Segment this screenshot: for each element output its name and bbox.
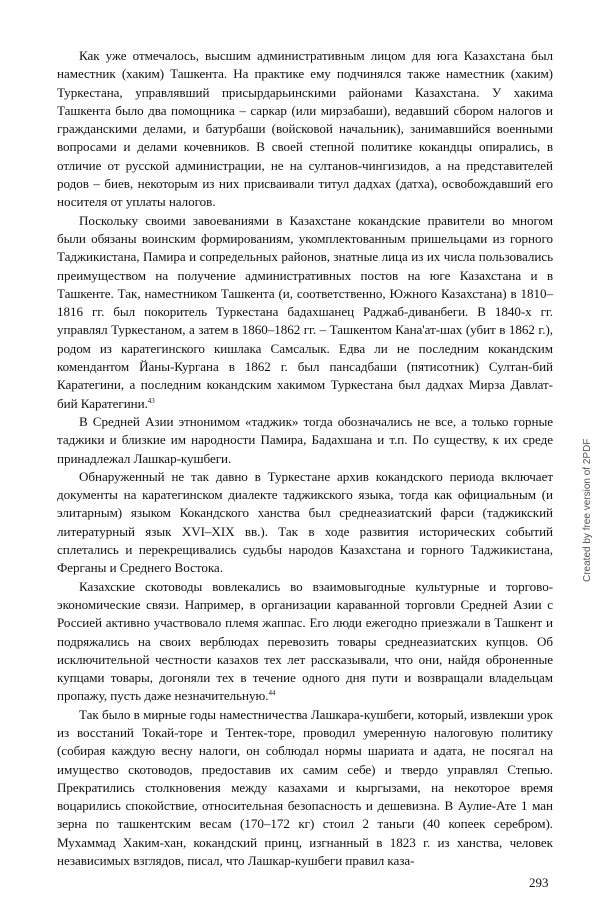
page-number: 293 [529,875,549,890]
paragraph-4 [57,468,553,578]
paragraph-6-text: Так было в мирные годы наместничества Лашкара-кушбеги, который, извлекши урок из восстаний Токай-торе и Тентек-торе, проводил умеренную налоговую политику (собирая каждую весну налоги, он соблюдал нормы шариата и адата, не посягал на имущество скотоводов, предоставив их самим себе) и твердо управлял Степью. Прекратились столкновения между казахами и кыргызами, на некоторое время воцарились спокойствие, относительная безопасность и дешевизна. В Аулие-Ате 1 ман зерна по ташкентским весам (170–172 кг) стоил 2 таньги (40 копеек серебром). Мухаммад Хаким-хан, кокандский принц, изгнанный в 1823 г. из ханства, человек независимых взглядов, писал, что Лашкар-кушбеги правил каза- [57,706,553,869]
footnote-ref-43: 43 [147,396,155,405]
paragraph-2-text: Поскольку своими завоеваниями в Казахстане кокандские правители во многом были обязаны воинским формированиям, укомплектованным пришельцами из горного Таджикистана, Памира и сопредельных районов, знатные лица из их числа пользовались преимуществом на получение административных постов на юге Казахстана и в Ташкенте. Так, наместником Ташкента (и, соответственно, Южного Казахстана) в 1810–1816 гг. был покоритель Туркестана бадахшанец Раджаб-диванбеги. В 1840-х гг. управлял Туркестаном, а затем в 1860–1862 гг. – Ташкентом Кана'ат-шах (убит в 1862 г.), родом из каратегинского кишлака Самсалык. Едва ли не последним кокандским комендантом Йаны-Кургана в 1862 г. был пансадбаши (пятисотник) Султан-бий Каратегини, а последним кокандским хакимом Туркестана был дадхах Мирза Давлат-бий Каратегини. [57,212,553,411]
pdf-watermark-label: Created by free version of 2PDF [582,438,593,582]
footnote-ref-44: 44 [268,689,276,698]
paragraph-4-text: Обнаруженный не так давно в Туркестане архив кокандского периода включает документы на каратегинском диалекте таджикского языка, тогда как официальным (и элитарным) языком Кокандского ханства был среднеазиатский фарси (таджикский литературный язык XVI–XIX вв.). Так в ходе развития исторических событий сплетались и перекрещивались судьбы народов Казахстана и горного Таджикистана, Ферганы и Среднего Востока. [57,468,553,576]
paragraph-3 [57,413,553,468]
paragraph-2 [57,212,553,413]
body-text [57,47,553,870]
paragraph-5 [57,578,553,706]
paragraph-3-text: В Средней Азии этнонимом «таджик» тогда обозначались не все, а только горные таджики и близкие им народности Памира, Бадахшана и т.п. По существу, к их среде принадлежал Лашкар-кушбеги. [57,413,553,466]
paragraph-1-text: Как уже отмечалось, высшим административным лицом для юга Казахстана был наместник (хаким) Ташкента. На практике ему подчинялся также наместник (хаким) Туркестана, управлявший присырдарьинскими районами Казахстана. У хакима Ташкента было два помощника – саркар (или мирзабаши), ведавший сбором налогов и гражданскими делами, и батурбаши (войсковой начальник), занимавшийся военными вопросами и делами кочевников. В своей степной политике кокандцы опирались, в отличие от русской администрации, не на султанов-чингизидов, а на представителей родов – биев, некоторым из них присваивали титул дадхах (датха), освобождавший его носителя от уплаты налогов. [57,48,553,210]
paragraph-6 [57,706,553,871]
paragraph-5-text: Казахские скотоводы вовлекались во взаимовыгодные культурные и торгово-экономические связи. Например, в организации караванной торговли Средней Азии с Россией активно участвовало племя жаппас. Его люди ежегодно приезжали в Ташкент и подряжались на своих верблюдах перевозить товары среднеазиатских купцов. Об исключительной честности казахов тех лет рассказывали, что они, найдя оброненные купцами товары, догоняли тех в течение одного дня пути и возвращали владельцам пропажу, пусть даже незначительную. [57,578,553,704]
paragraph-1 [57,47,553,212]
